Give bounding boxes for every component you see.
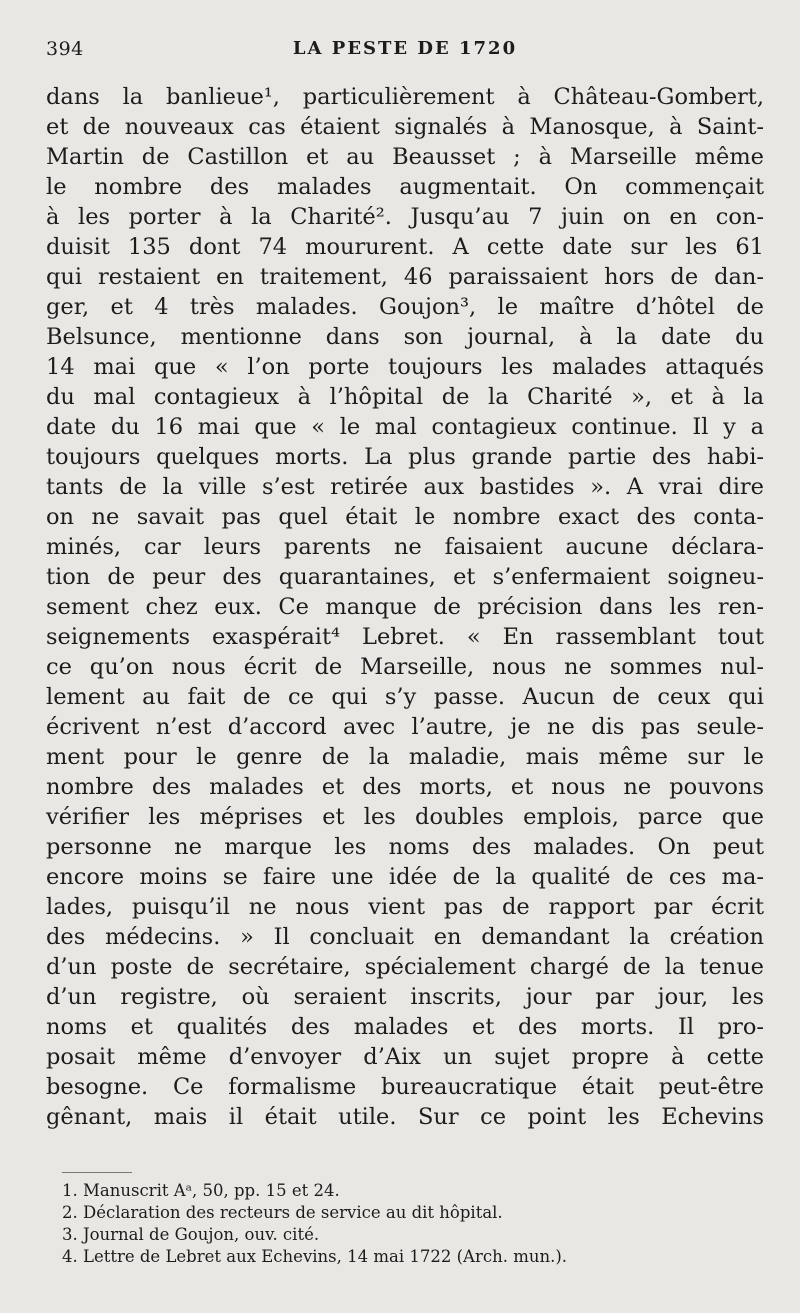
text-line: posait même d’envoyer d’Aix un sujet propre à cette — [46, 1044, 764, 1070]
text-line: minés, car leurs parents ne faisaient aucune déclara- — [46, 534, 764, 560]
text-line: dans la banlieue¹, particulièrement à Château-Gombert, — [46, 84, 764, 110]
footnote: 3. Journal de Goujon, ouv. cité. — [62, 1225, 320, 1244]
text-line: lement au fait de ce qui s’y passe. Aucun de ceux qui — [46, 684, 764, 710]
text-line: et de nouveaux cas étaient signalés à Manosque, à Saint- — [46, 114, 764, 140]
text-line: encore moins se faire une idée de la qualité de ces ma- — [46, 864, 764, 890]
text-line: seignements exaspérait⁴ Lebret. « En rassemblant tout — [46, 624, 764, 650]
text-line: ce qu’on nous écrit de Marseille, nous ne sommes nul- — [46, 654, 764, 680]
text-line: date du 16 mai que « le mal contagieux continue. Il y a — [46, 414, 764, 440]
text-line: sement chez eux. Ce manque de précision dans les ren- — [46, 594, 764, 620]
text-line: gênant, mais il était utile. Sur ce point les Echevins — [46, 1104, 764, 1130]
text-line: tion de peur des quarantaines, et s’enfermaient soigneu- — [46, 564, 764, 590]
footnote: 1. Manuscrit Aᵃ, 50, pp. 15 et 24. — [62, 1181, 340, 1200]
text-line: nombre des malades et des morts, et nous ne pouvons — [46, 774, 764, 800]
text-line: duisit 135 dont 74 moururent. A cette date sur les 61 — [46, 234, 764, 260]
body-text — [46, 82, 764, 1132]
text-line: des médecins. » Il concluait en demandant la création — [46, 924, 764, 950]
text-line: noms et qualités des malades et des morts. Il pro- — [46, 1014, 764, 1040]
text-line: à les porter à la Charité². Jusqu’au 7 juin on en con- — [46, 204, 764, 230]
text-line: Martin de Castillon et au Beausset ; à Marseille même — [46, 144, 764, 170]
text-line: qui restaient en traitement, 46 paraissaient hors de dan- — [46, 264, 764, 290]
running-head — [46, 38, 764, 68]
text-line: lades, puisqu’il ne nous vient pas de rapport par écrit — [46, 894, 764, 920]
text-line: ment pour le genre de la maladie, mais même sur le — [46, 744, 764, 770]
text-line: vérifier les méprises et les doubles emplois, parce que — [46, 804, 764, 830]
running-title: LA PESTE DE 1720 — [292, 38, 518, 59]
text-line: écrivent n’est d’accord avec l’autre, je ne dis pas seule- — [46, 714, 764, 740]
footnote: 4. Lettre de Lebret aux Echevins, 14 mai 1722 (Arch. mun.). — [62, 1247, 568, 1266]
text-line: on ne savait pas quel était le nombre exact des conta- — [46, 504, 764, 530]
text-line: 14 mai que « l’on porte toujours les malades attaqués — [46, 354, 764, 380]
footnote: 2. Déclaration des recteurs de service au dit hôpital. — [62, 1203, 503, 1222]
text-line: besogne. Ce formalisme bureaucratique était peut-être — [46, 1074, 764, 1100]
footnote-divider — [62, 1172, 132, 1173]
text-line: le nombre des malades augmentait. On commençait — [46, 174, 764, 200]
text-line: personne ne marque les noms des malades. On peut — [46, 834, 764, 860]
footnotes — [62, 1180, 762, 1268]
text-line: tants de la ville s’est retirée aux bastides ». A vrai dire — [46, 474, 764, 500]
text-line: Belsunce, mentionne dans son journal, à la date du — [46, 324, 764, 350]
text-line: d’un poste de secrétaire, spécialement chargé de la tenue — [46, 954, 764, 980]
text-line: d’un registre, où seraient inscrits, jour par jour, les — [46, 984, 764, 1010]
page-number: 394 — [46, 38, 84, 60]
text-line: toujours quelques morts. La plus grande partie des habi- — [46, 444, 764, 470]
text-line: ger, et 4 très malades. Goujon³, le maître d’hôtel de — [46, 294, 764, 320]
text-line: du mal contagieux à l’hôpital de la Charité », et à la — [46, 384, 764, 410]
